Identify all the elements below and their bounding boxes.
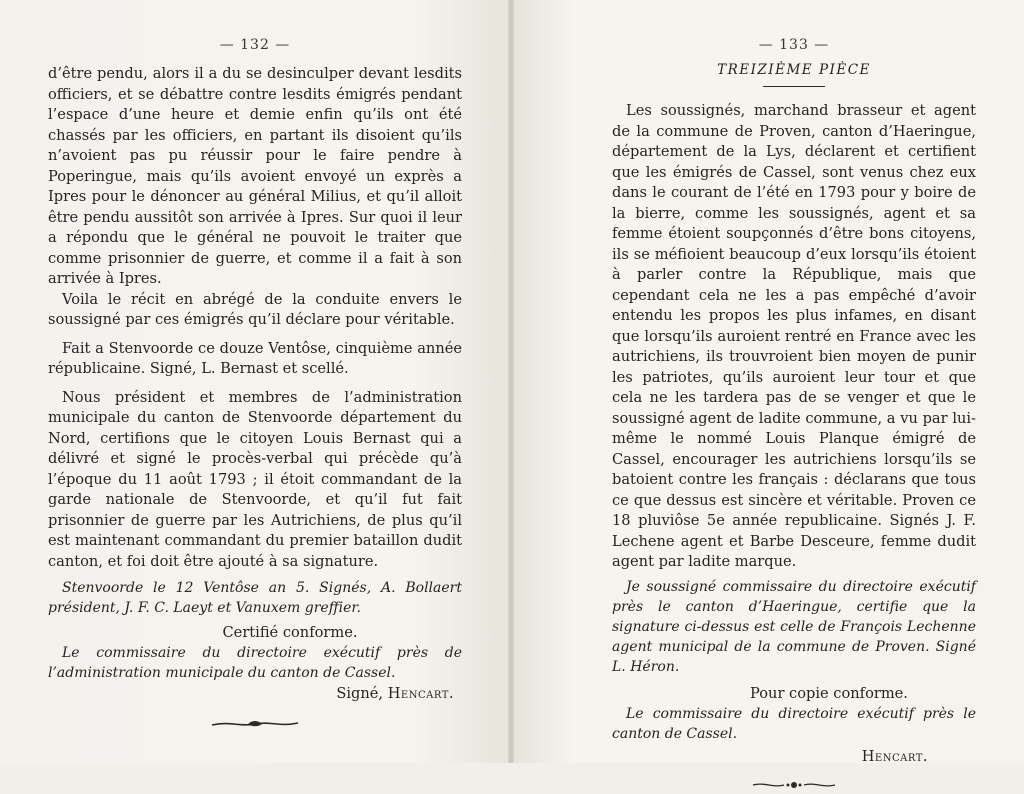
left-signature-prefix: Signé, <box>336 685 388 702</box>
right-paragraph: Les soussignés, marchand brasseur et agent de la commune de Proven, canton d’Haeringue, département de la Lys, déclarent et certifient que les émigrés de Cassel, sont venus chez eux dans le courant de l’été en 1793 pour y boire de la bierre, comme les soussignés, agent et sa femme étoient soupçonnés d’être bons citoyens, ils se méfioient beaucoup d’eux lorsqu’ils étoient à parler contre la République, mais que cependant cela ne les a pas empêché d’avoir entendu les propos les plus infames, en disant que lorsqu’ils auroient rentré en France avec les autrichiens, ils trouvroient bien moyen de punir les patriotes, qu’ils auroient leur tour et que cela ne les tardera pas de se venger et que le soussigné agent de ladite commune, a vu par lui-même le nommé Louis Planque émigré de Cassel, encourager les autrichiens lorsqu’ils se batoient contre les français : déclarans que tous ce que dessus est sincère et véritable. Proven ce 18 pluviôse 5e année republicaine. Signés J. F. Lechene agent et Barbe Desceure, femme dudit agent par ladite marque. <box>612 102 976 570</box>
left-signature-name: Hencart. <box>387 685 454 702</box>
heading-rule <box>763 86 825 87</box>
page-number-left: — 132 — <box>219 37 291 53</box>
right-commissioner-note: Le commissaire du directoire exécutif près le canton de Cassel. <box>612 705 976 742</box>
right-signature-name: Hencart. <box>861 747 928 765</box>
left-signature <box>48 683 462 704</box>
left-italic-note: Stenvoorde le 12 Ventôse an 5. Signés, A. Bollaert président, J. F. C. Laeyt et Vanuxem greffier. <box>48 580 462 616</box>
left-paragraph-3: Fait a Stenvoorde ce douze Ventôse, cinquième année républicaine. Signé, L. Bernast et scellé. <box>48 339 462 377</box>
left-page <box>0 0 510 763</box>
right-copy-conforme: Pour copie conforme. <box>750 684 908 702</box>
section-heading: TREIZIÈME PIÈCE <box>717 62 871 78</box>
left-paragraph-4: Nous président et membres de l’administration municipale du canton de Stenvoorde département du Nord, certifions que le citoyen Louis Bernast qui a délivré et signé le procès-verbal qui précède qu’à l’époque du 11 août 1793 ; il étoit commandant de la garde nationale de Stenvoorde, et qu’il fut fait prisonnier de guerre par les Autrichiens, de plus qu’il est maintenant commandant du premier bataillon dudit canton, et foi doit être ajouté à sa signature. <box>48 388 462 570</box>
left-paragraph-2: Voila le récit en abrégé de la conduite envers le soussigné par ces émigrés qu’il déclare pour véritable. <box>48 290 462 328</box>
right-page <box>514 0 1024 763</box>
left-paragraph-1: d’être pendu, alors il a du se desinculper devant lesdits officiers, et se débattre contre lesdits émigrés pendant l’espace d’une heure et demie enfin qu’ils ont été chassés par les officiers, en partant ils disoient qu’ils n’avoient pas pu réussir pour le faire pendre à Poperingue, mais qu’ils avoient envoyé un exprès a Ipres pour le dénoncer au général Milius, et qu’il alloit être pendu aussitôt son arrivée à Ipres. Sur quoi il leur a répondu que le général ne pouvoit le traiter que comme prisonnier de guerre, et comme il a fait à son arrivée à Ipres. <box>48 65 462 287</box>
ornament-flourish-icon <box>210 719 300 729</box>
right-ornament <box>612 775 976 791</box>
right-italic-note: Je soussigné commissaire du directoire exécutif près le canton d’Haeringue, certifie que la signature ci-dessus est celle de François Lechenne agent municipal de la commune de Proven. Signé L. Héron. <box>612 578 976 675</box>
ornament-flourish-icon <box>749 780 839 790</box>
right-signature <box>612 746 976 767</box>
left-certified: Certifié conforme. <box>222 624 358 641</box>
left-commissioner-note: Le commissaire du directoire exécutif près de l’administration municipale du canton de Cassel. <box>48 645 462 681</box>
left-ornament <box>48 714 462 730</box>
page-number-right: — 133 — <box>758 37 830 53</box>
